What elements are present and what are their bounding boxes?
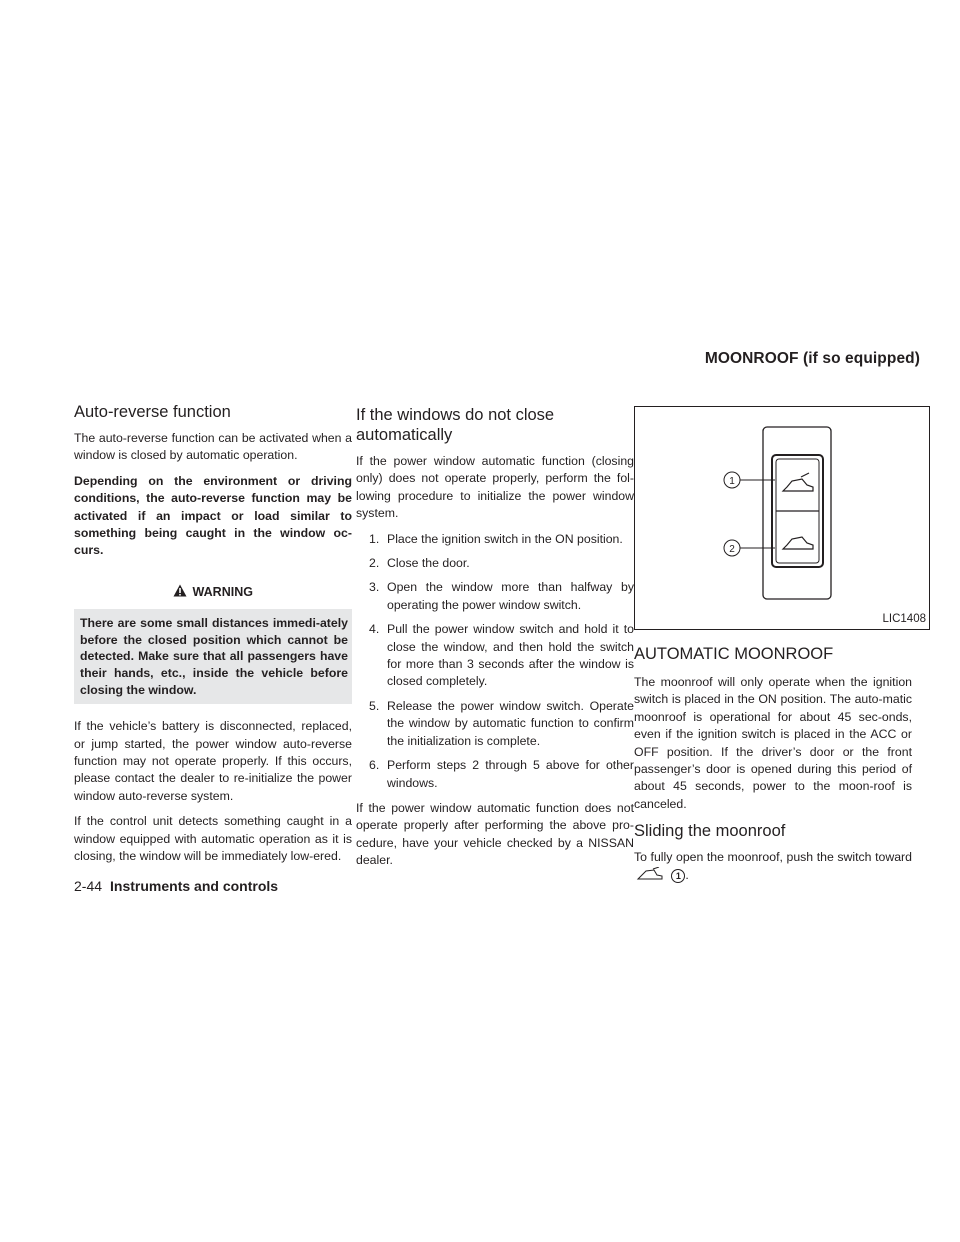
list-item: 2. Close the door. xyxy=(369,556,470,571)
callout-1-inline: 1 xyxy=(671,869,685,883)
windows-intro: If the power window automatic function (closing only) does not operate properly, perform the fol-lowing procedure to initialize the power window system. xyxy=(356,454,634,521)
list-item: 1. Place the ignition switch in the ON position. xyxy=(369,531,623,546)
heading-sliding-moonroof: Sliding the moonroof xyxy=(634,822,786,841)
heading-auto-reverse: Auto-reverse function xyxy=(74,403,231,421)
figure-code: LIC1408 xyxy=(882,612,926,625)
heading-automatic-moonroof: AUTOMATIC MOONROOF xyxy=(634,645,834,663)
automatic-moonroof-paragraph: The moonroof will only operate when the ignition switch is placed in the ON position. The auto-matic moonroof is operational for about 45 sec-onds, even if the ignition switch is placed in the ACC or OFF position. If the driver’s door or the front passenger’s door is opened during this period of about 45 seconds, power to the moon-roof is canceled. xyxy=(634,675,912,811)
warning-label: WARNING xyxy=(192,584,253,599)
heading-windows-not-close: If the windows do not close automatically xyxy=(356,406,555,444)
page-footer xyxy=(74,878,278,894)
warning-header xyxy=(74,580,352,609)
moonroof-switch-illustration xyxy=(635,407,929,629)
list-item: 4. Pull the power window switch and hold it to close the window, and then hold the switch for more than 3 seconds after the window is closed completely. xyxy=(369,622,634,689)
warning-triangle-icon xyxy=(173,584,187,597)
footer-section: Instruments and controls xyxy=(110,878,279,894)
battery-paragraph: If the vehicle’s battery is disconnected, replaced, or jump started, the power window auto-reverse function may not operate properly. If this occurs, please contact the dealer to re-initialize the power window auto-reverse system. xyxy=(74,719,352,803)
list-item: 6. Perform steps 2 through 5 above for other windows. xyxy=(369,758,634,790)
column-left xyxy=(74,402,352,873)
windows-closing-paragraph: If the power window automatic function does not operate properly after performing the above pro-cedure, have your vehicle checked by a NISSAN dealer. xyxy=(356,800,634,868)
list-item: 3. Open the window more than halfway by operating the power window switch. xyxy=(369,580,634,612)
sliding-paragraph: To fully open the moonroof, push the switch toward 1 . xyxy=(634,850,912,882)
callout-1-label: 1 xyxy=(729,476,735,487)
warning-box xyxy=(74,580,352,704)
callout-2-label: 2 xyxy=(729,544,735,555)
auto-reverse-intro: The auto-reverse function can be activated when a window is closed by automatic operation. xyxy=(74,431,352,463)
control-unit-paragraph: If the control unit detects something caught in a window equipped with automatic operation as it is closing, the window will be immediately low-ered. xyxy=(74,814,352,864)
procedure-steps xyxy=(356,531,634,792)
car-icon-open xyxy=(783,473,813,491)
column-middle xyxy=(356,405,634,878)
column-right xyxy=(634,406,926,892)
warning-text: There are some small distances immedi-ately before the closed position which cannot be detected. Make sure that all passengers have their hands, etc., inside the vehicle before closing the window. xyxy=(80,616,348,697)
car-icon-close xyxy=(783,537,813,549)
page-number: 2-44 xyxy=(74,878,103,894)
list-item: 5. Release the power window switch. Operate the window by automatic function to confirm the initialization is complete. xyxy=(369,698,634,748)
auto-reverse-note: Depending on the environment or driving conditions, the auto-reverse function may be activated if an impact or load similar to something being caught in the window oc-curs. xyxy=(74,473,352,558)
chapter-heading: MOONROOF (if so equipped) xyxy=(704,350,920,367)
moonroof-switch-figure xyxy=(634,406,930,630)
car-open-icon xyxy=(636,867,664,881)
